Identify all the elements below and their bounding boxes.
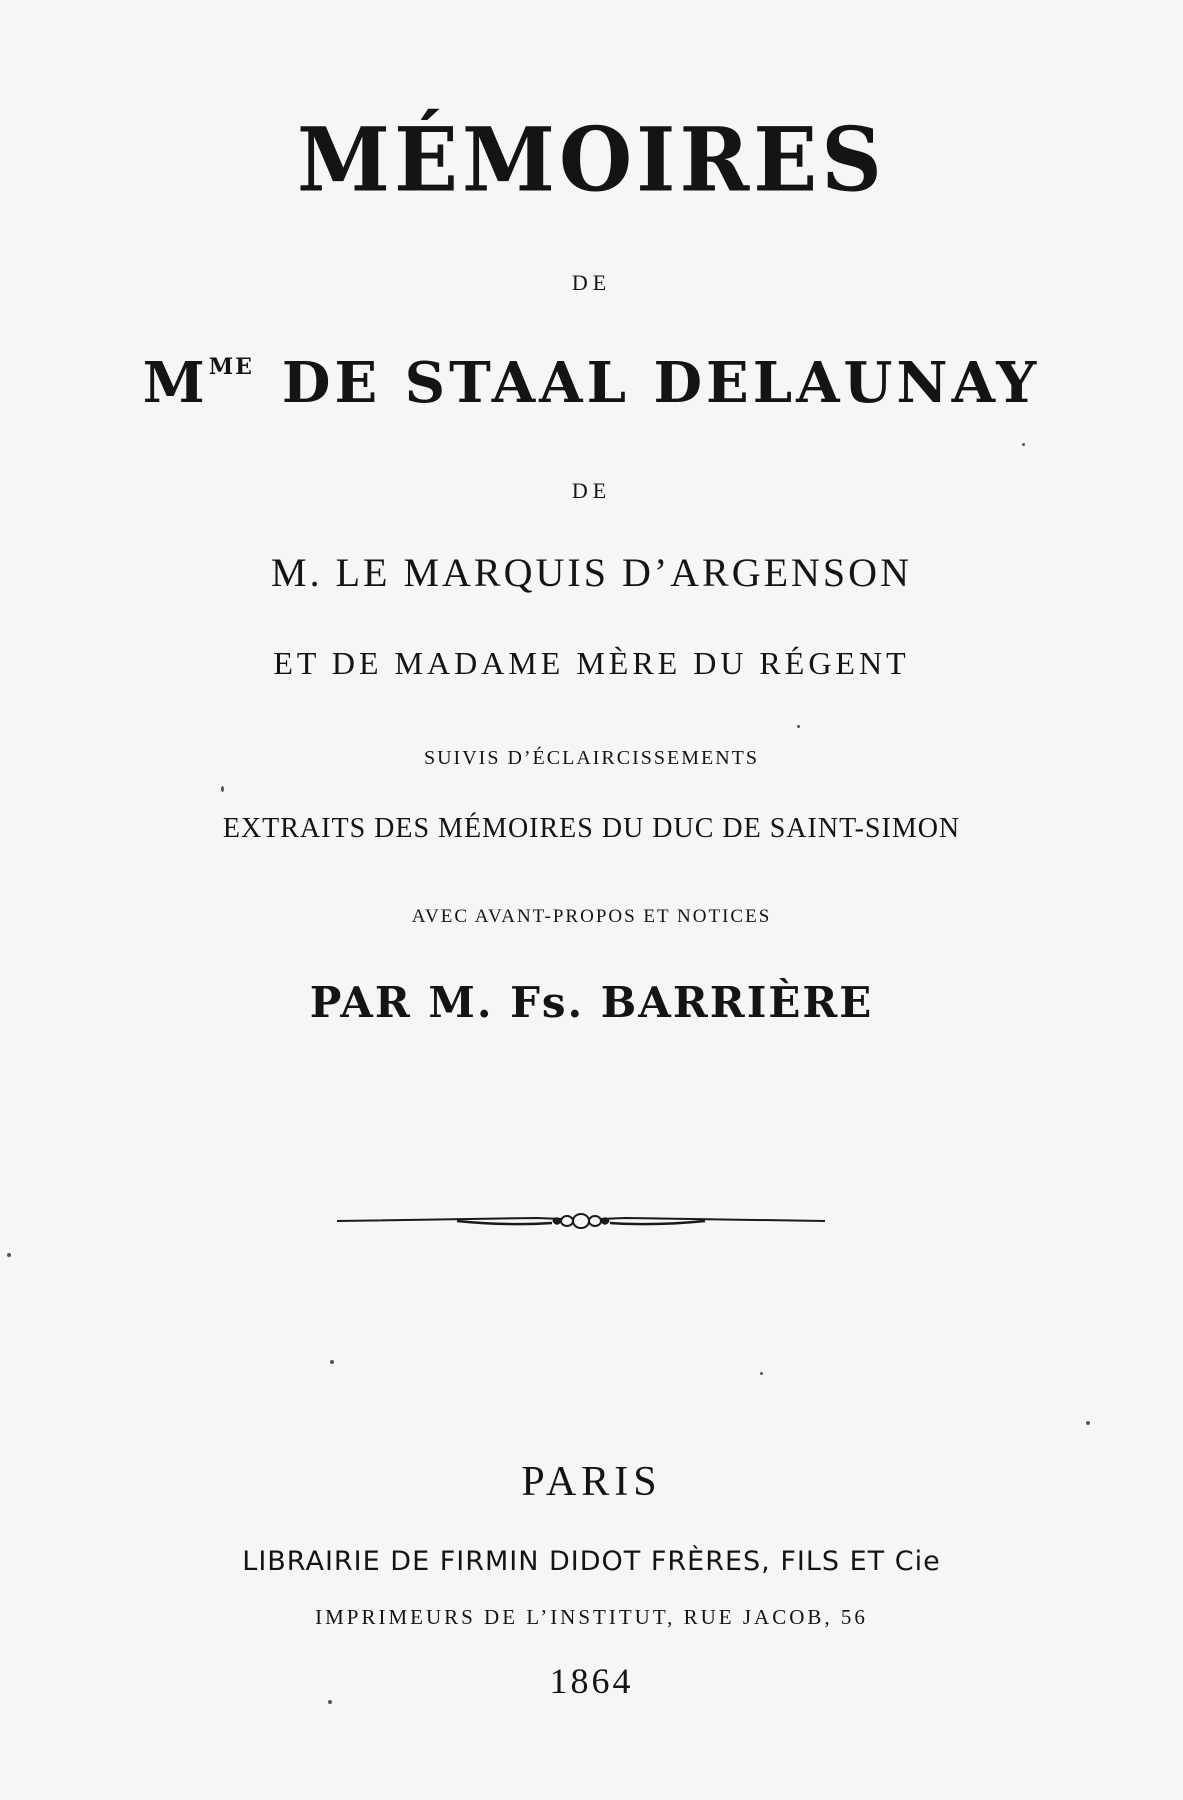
paper-speck — [330, 1360, 334, 1364]
paper-speck — [1086, 1421, 1090, 1425]
paper-speck — [7, 1253, 11, 1257]
paper-speck — [760, 1372, 763, 1375]
decorative-rule-icon — [337, 1209, 825, 1233]
preposition-de-1: DE — [571, 270, 612, 295]
author-1-name: DE STAAL DELAUNAY — [281, 350, 1041, 416]
publication-city: PARIS — [521, 1459, 662, 1505]
printer-line: IMPRIMEURS DE L’INSTITUT, RUE JACOB, 56 — [315, 1605, 868, 1629]
author-1 — [0, 350, 1183, 416]
paper-speck — [797, 725, 800, 728]
author-2: M. LE MARQUIS D’ARGENSON — [271, 550, 912, 595]
author-3: ET DE MADAME MÈRE DU RÉGENT — [273, 645, 910, 681]
book-title: MÉMOIRES — [297, 107, 886, 212]
preface-line: AVEC AVANT-PROPOS ET NOTICES — [411, 906, 772, 927]
paper-speck — [328, 1700, 332, 1704]
preposition-de-2: DE — [571, 478, 612, 503]
supplement-line: SUIVIS D’ÉCLAIRCISSEMENTS — [423, 747, 760, 769]
author-1-superscript: ME — [208, 354, 254, 380]
publication-year: 1864 — [549, 1661, 634, 1701]
publisher-line: LIBRAIRIE DE FIRMIN DIDOT FRÈRES, FILS ET Cie — [242, 1546, 941, 1577]
editor-line: PAR M. Fs. BARRIÈRE — [309, 978, 874, 1027]
author-1-prefix: M — [142, 350, 209, 416]
paper-speck — [221, 786, 224, 792]
extracts-line: EXTRAITS DES MÉMOIRES DU DUC DE SAINT-SIMON — [222, 813, 961, 844]
paper-speck — [1022, 443, 1025, 446]
